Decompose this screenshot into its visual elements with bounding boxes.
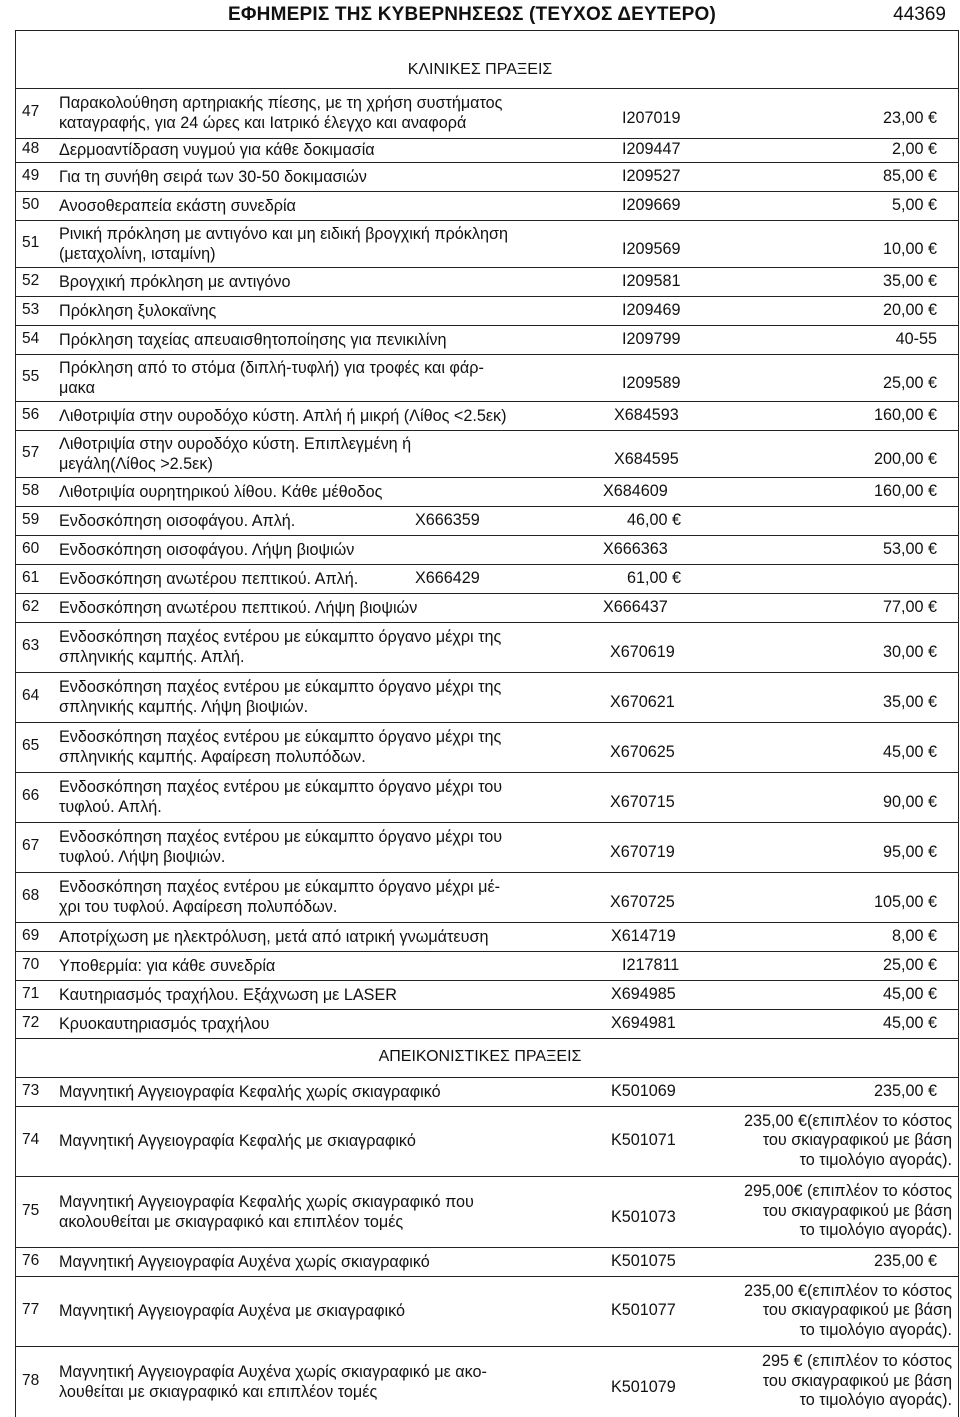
description-line: Λιθοτριψία ουρητηρικού λίθου. Κάθε μέθοδος [59, 482, 383, 501]
description-line: Πρόκληση ταχείας απευαισθητοποίησης για πενικιλίνη [59, 330, 447, 349]
table-row [15, 138, 959, 162]
description-line: Ανοσοθεραπεία εκάστη συνεδρία [59, 196, 296, 215]
row-number: 59 [22, 510, 40, 528]
procedure-price [883, 985, 937, 1005]
procedure-description [59, 1301, 405, 1321]
procedure-code: Κ501069 [611, 1081, 676, 1100]
procedure-description [59, 677, 501, 717]
row-number: 78 [22, 1371, 40, 1389]
procedure-description [59, 627, 501, 667]
price-line: 90,00 € [882, 793, 937, 811]
description-line: τυφλού. Απλή. [59, 798, 162, 816]
row-divider [15, 325, 959, 326]
row-number: 56 [22, 405, 40, 423]
procedure-description [59, 140, 375, 160]
row-number: 64 [22, 687, 40, 704]
row-divider [15, 622, 959, 623]
procedure-code: Χ684595 [614, 449, 679, 468]
row-number: 63 [22, 637, 40, 654]
procedure-price [762, 1352, 952, 1411]
price-line: 77,00 € [882, 597, 937, 616]
procedure-code: Χ670619 [610, 643, 675, 661]
procedure-code: Χ670725 [610, 893, 675, 911]
procedure-code: Χ670621 [610, 693, 675, 711]
procedure-code: Κ501077 [611, 1301, 676, 1319]
procedure-description [59, 777, 502, 817]
description-line: καταγραφής, για 24 ώρες και Ιατρικό έλεγχο και αναφορά [59, 114, 467, 132]
row-number: 72 [22, 1013, 40, 1031]
procedure-code: Κ501079 [611, 1377, 676, 1396]
procedure-price [874, 893, 937, 913]
row-divider [15, 506, 959, 507]
table-row [15, 772, 959, 822]
price-line: 235,00 €(επιπλέον το κόστος [744, 1281, 952, 1300]
table-row [15, 1106, 959, 1176]
price-line: 25,00 € [882, 955, 937, 974]
row-divider [15, 1247, 959, 1248]
description-line: Ενδοσκόπηση παχέος εντέρου με εύκαμπτο όργανο μέχρι της [59, 728, 502, 746]
row-divider [15, 401, 959, 402]
description-line: μακα [59, 378, 95, 397]
row-divider [15, 951, 959, 952]
procedure-code: Ι209569 [622, 239, 681, 258]
procedure-code: Χ666363 [603, 539, 668, 558]
table-row [15, 296, 959, 325]
description-line: (μεταχολίνη, ισταμίνη) [59, 244, 216, 263]
description-line: Λιθοτριψία στην ουροδόχο κύστη. Απλή ή μικρή (Λίθος <2.5εκ) [59, 406, 507, 425]
procedure-price [883, 693, 937, 713]
procedure-description [59, 727, 501, 767]
procedure-price [883, 240, 937, 260]
procedure-code: Χ666429 [415, 568, 480, 587]
procedure-code: Χ684609 [603, 481, 668, 500]
row-divider [15, 138, 959, 139]
price-line: του σκιαγραφικού με βάση [762, 1301, 952, 1320]
price-line: 85,00 € [882, 166, 937, 185]
price-line: το τιμολόγιο αγοράς). [799, 1391, 952, 1410]
procedure-code: Ι217811 [622, 955, 680, 974]
row-number: 52 [22, 271, 40, 289]
description-line: Αποτρίχωση με ηλεκτρόλυση, μετά από ιατρική γνωμάτευση [59, 927, 489, 946]
row-number: 61 [22, 568, 40, 586]
description-line: Δερμοαντίδραση νυγμού για κάθε δοκιμασία [59, 141, 375, 159]
price-line: 25,00 € [882, 373, 937, 392]
procedure-price [883, 643, 937, 663]
price-line: 35,00 € [882, 271, 937, 290]
description-line: Κρυοκαυτηριασμός τραχήλου [59, 1014, 270, 1033]
description-line: Ρινική πρόκληση με αντιγόνο και μη ειδική βρογχική πρόκληση [59, 224, 508, 243]
column-divider [15, 30, 16, 1417]
description-line: Μαγνητική Αγγειογραφία Κεφαλής με σκιαγραφικό [59, 1132, 416, 1150]
row-number: 71 [22, 984, 40, 1002]
row-number: 49 [22, 166, 40, 184]
procedure-price [883, 843, 937, 863]
price-line: 160,00 € [873, 405, 937, 424]
procedure-code: Ι209799 [622, 329, 681, 348]
table-row [15, 1346, 959, 1417]
procedure-code: Ι209447 [622, 140, 681, 158]
row-number: 77 [22, 1301, 40, 1318]
row-number: 50 [22, 195, 40, 213]
price-line: 105,00 € [873, 893, 937, 911]
table-row [15, 672, 959, 722]
procedure-price [744, 1282, 952, 1341]
table-row [15, 622, 959, 672]
procedure-price [892, 140, 937, 160]
row-divider [15, 822, 959, 823]
procedure-description [59, 1014, 269, 1034]
price-line: 235,00 € [873, 1081, 937, 1100]
procedure-description [59, 272, 291, 292]
procedure-price [892, 196, 937, 216]
table-row [15, 822, 959, 872]
row-number: 66 [22, 787, 40, 804]
price-line: 46,00 € [627, 510, 682, 529]
description-line: μεγάλη(Λίθος >2.5εκ) [59, 454, 213, 473]
description-line: Καυτηριασμός τραχήλου. Εξάχνωση με LASER [59, 985, 397, 1004]
procedure-price [744, 1182, 952, 1241]
description-line: Πρόκληση από το στόμα (διπλή-τυφλή) για τροφές και φάρ- [59, 358, 484, 377]
row-number: 70 [22, 955, 40, 973]
table-row [15, 220, 959, 267]
procedure-price [892, 927, 937, 947]
description-line: χρι του τυφλού. Αφαίρεση πολυπόδων. [59, 898, 338, 916]
procedure-price [744, 1112, 952, 1171]
row-divider [15, 88, 959, 89]
procedure-description [59, 301, 216, 321]
procedure-code: Ι209527 [622, 166, 681, 185]
row-divider [15, 1077, 959, 1078]
table-row [15, 267, 959, 296]
procedure-code: Χ670715 [610, 793, 675, 811]
row-divider [15, 1009, 959, 1010]
description-line: Ενδοσκόπηση παχέος εντέρου με εύκαμπτο όργανο μέχρι του [59, 828, 503, 846]
price-line: 2,00 € [891, 140, 937, 158]
description-line: σπληνικής καμπής. Απλή. [59, 648, 245, 666]
description-line: Ενδοσκόπηση παχέος εντέρου με εύκαμπτο όργανο μέχρι της [59, 628, 502, 646]
price-line: 35,00 € [882, 693, 937, 711]
price-line: 295 € (επιπλέον το κόστος [762, 1352, 952, 1371]
row-number: 54 [22, 329, 40, 347]
procedure-code: Ι209669 [622, 195, 681, 214]
column-divider [958, 30, 959, 1417]
price-line: 45,00 € [882, 743, 937, 761]
price-line: 200,00 € [873, 449, 937, 468]
description-line: Υποθερμία: για κάθε συνεδρία [59, 956, 276, 975]
row-divider [15, 564, 959, 565]
price-line: 95,00 € [882, 843, 937, 861]
procedure-code: Χ684593 [614, 405, 679, 424]
row-divider [15, 872, 959, 873]
row-divider [15, 162, 959, 163]
section-title: ΑΠΕΙΚΟΝΙΣΤΙΚΕΣ ΠΡΑΞΕΙΣ [378, 1048, 582, 1065]
table-row [15, 325, 959, 354]
price-line: 5,00 € [891, 195, 937, 214]
procedure-code: Κ501073 [611, 1207, 676, 1226]
procedure-code: Χ694985 [611, 984, 676, 1003]
row-divider [15, 430, 959, 431]
procedure-description [59, 927, 489, 947]
page-title: ΕΦΗΜΕΡΙΣ ΤΗΣ ΚΥΒΕΡΝΗΣΕΩΣ (ΤΕΥΧΟΣ ΔΕΥΤΕΡΟ) [228, 4, 716, 25]
procedure-price [883, 956, 937, 976]
procedure-price [883, 743, 937, 763]
table-row [15, 1247, 959, 1276]
description-line: Βρογχική πρόκληση με αντιγόνο [59, 272, 291, 291]
table-row [15, 506, 959, 535]
description-line: Για τη συνήθη σειρά των 30-50 δοκιμασιών [59, 167, 367, 186]
procedure-description [59, 540, 354, 560]
table-row [15, 593, 959, 622]
table-row [15, 535, 959, 564]
table-row [15, 401, 959, 430]
row-number: 76 [22, 1251, 40, 1269]
procedure-code: Ι209589 [622, 373, 681, 392]
price-line: του σκιαγραφικού με βάση [762, 1131, 952, 1150]
description-line: Μαγνητική Αγγειογραφία Κεφαλής χωρίς σκιαγραφικό που [59, 1192, 474, 1211]
row-number: 75 [22, 1201, 40, 1219]
procedure-description [59, 1131, 416, 1151]
procedure-code: Χ666359 [415, 510, 480, 529]
procedure-price [627, 511, 681, 531]
description-line: Ενδοσκόπηση ανωτέρου πεπτικού. Απλή. [59, 569, 359, 588]
procedure-code: Ι209469 [622, 300, 681, 319]
procedure-description [59, 482, 382, 502]
description-line: ακολουθείται με σκιαγραφικό και επιπλέον τομές [59, 1212, 404, 1231]
row-divider [15, 191, 959, 192]
price-line: 45,00 € [882, 984, 937, 1003]
table-row [15, 1077, 959, 1106]
table-row [15, 430, 959, 477]
row-divider [15, 535, 959, 536]
description-line: Ενδοσκόπηση παχέος εντέρου με εύκαμπτο όργανο μέχρι μέ- [59, 878, 501, 896]
procedure-description [59, 224, 508, 264]
procedure-code: Χ670625 [610, 743, 675, 761]
procedure-price [883, 793, 937, 813]
procedure-description [59, 569, 358, 589]
price-line: του σκιαγραφικού με βάση [762, 1371, 952, 1390]
procedure-price [883, 167, 937, 187]
description-line: Πρόκληση ξυλοκαϊνης [59, 301, 217, 320]
procedure-price [883, 540, 937, 560]
procedure-description [59, 406, 507, 426]
procedure-price [874, 1252, 937, 1272]
procedure-price [883, 1014, 937, 1034]
price-line: 20,00 € [882, 300, 937, 319]
row-divider [15, 593, 959, 594]
procedure-description [59, 1082, 441, 1102]
procedure-code: Χ666437 [603, 597, 668, 616]
table-row [15, 88, 959, 138]
procedure-description [59, 1252, 430, 1272]
row-divider [15, 1346, 959, 1347]
procedure-description [59, 1362, 487, 1402]
section-title: ΚΛΙΝΙΚΕΣ ΠΡΑΞΕΙΣ [407, 61, 553, 78]
row-divider [15, 1176, 959, 1177]
row-divider [15, 477, 959, 478]
description-line: λουθείται με σκιαγραφικό και επιπλέον τομές [59, 1382, 378, 1401]
description-line: Μαγνητική Αγγειογραφία Αυχένα χωρίς σκιαγραφικό με ακο- [59, 1362, 487, 1381]
procedure-price [874, 406, 937, 426]
price-line: 23,00 € [882, 109, 937, 127]
row-number: 48 [22, 140, 40, 157]
row-number: 67 [22, 837, 40, 854]
row-divider [15, 1276, 959, 1277]
description-line: Μαγνητική Αγγειογραφία Αυχένα με σκιαγραφικό [59, 1302, 405, 1320]
description-line: Ενδοσκόπηση παχέος εντέρου με εύκαμπτο όργανο μέχρι του [59, 778, 503, 796]
procedure-description [59, 330, 447, 350]
procedure-description [59, 598, 417, 618]
row-number: 53 [22, 300, 40, 318]
procedure-description [59, 877, 500, 917]
procedure-code: Χ694981 [611, 1013, 676, 1032]
row-number: 60 [22, 539, 40, 557]
row-divider [15, 922, 959, 923]
table-row [15, 191, 959, 220]
procedure-price [874, 1082, 937, 1102]
procedure-description [59, 827, 502, 867]
price-line: το τιμολόγιο αγοράς). [799, 1320, 952, 1339]
table-row [15, 722, 959, 772]
row-number: 65 [22, 737, 40, 754]
price-line: 40-55 [895, 329, 937, 348]
table-row [15, 951, 959, 980]
description-line: Λιθοτριψία στην ουροδόχο κύστη. Επιπλεγμένη ή [59, 434, 412, 453]
procedure-code: Ι209581 [622, 271, 681, 290]
table-row [15, 922, 959, 951]
description-line: Ενδοσκόπηση οισοφάγου. Λήψη βιοψιών [59, 540, 355, 559]
procedure-price [627, 569, 681, 589]
row-divider [15, 267, 959, 268]
procedure-price [883, 301, 937, 321]
description-line: σπληνικής καμπής. Λήψη βιοψιών. [59, 698, 309, 716]
table-row [15, 872, 959, 922]
procedure-price [874, 482, 937, 502]
table-row [15, 477, 959, 506]
row-divider [15, 30, 959, 31]
row-divider [15, 354, 959, 355]
table-row [15, 1276, 959, 1346]
row-number: 74 [22, 1131, 40, 1148]
row-number: 68 [22, 887, 40, 904]
description-line: Μαγνητική Αγγειογραφία Αυχένα χωρίς σκιαγραφικό [59, 1252, 430, 1271]
price-line: 235,00 € [873, 1251, 937, 1270]
description-line: Μαγνητική Αγγειογραφία Κεφαλής χωρίς σκιαγραφικό [59, 1082, 441, 1101]
procedure-description [59, 358, 484, 398]
row-number: 51 [22, 233, 40, 251]
price-line: 8,00 € [891, 926, 937, 945]
price-line: 235,00 €(επιπλέον το κόστος [744, 1111, 952, 1130]
procedure-price [883, 374, 937, 394]
price-line: 160,00 € [873, 481, 937, 500]
description-line: Ενδοσκόπηση ανωτέρου πεπτικού. Λήψη βιοψιών [59, 598, 418, 617]
procedure-code: Χ670719 [610, 843, 675, 861]
row-divider [15, 1106, 959, 1107]
page-number: 44369 [893, 4, 946, 25]
table-row [15, 1009, 959, 1038]
procedure-price [874, 450, 937, 470]
table-row [15, 564, 959, 593]
row-divider [15, 220, 959, 221]
description-line: σπληνικής καμπής. Αφαίρεση πολυπόδων. [59, 748, 366, 766]
row-number: 62 [22, 597, 40, 615]
procedure-description [59, 985, 397, 1005]
price-line: του σκιαγραφικού με βάση [762, 1201, 952, 1220]
procedure-description [59, 511, 295, 531]
row-number: 47 [22, 103, 40, 120]
row-number: 73 [22, 1081, 40, 1099]
description-line: τυφλού. Λήψη βιοψιών. [59, 848, 226, 866]
procedure-code: Κ501071 [611, 1131, 676, 1149]
procedure-price [883, 272, 937, 292]
row-divider [15, 672, 959, 673]
procedure-price [883, 598, 937, 618]
procedure-description [59, 1192, 474, 1232]
price-line: το τιμολόγιο αγοράς). [799, 1150, 952, 1169]
procedure-price [896, 330, 937, 350]
procedure-price [883, 109, 937, 129]
row-divider [15, 1038, 959, 1039]
price-line: 295,00€ (επιπλέον το κόστος [744, 1182, 952, 1201]
procedure-description [59, 93, 503, 133]
table-row [15, 354, 959, 401]
procedure-description [59, 956, 275, 976]
price-line: 45,00 € [882, 1013, 937, 1032]
row-divider [15, 772, 959, 773]
procedure-description [59, 434, 411, 474]
row-number: 55 [22, 367, 40, 385]
description-line: Ενδοσκόπηση οισοφάγου. Απλή. [59, 511, 296, 530]
procedure-description [59, 167, 367, 187]
row-divider [15, 722, 959, 723]
row-divider [15, 296, 959, 297]
price-line: 61,00 € [627, 568, 682, 587]
table-row [15, 1176, 959, 1247]
row-number: 57 [22, 443, 40, 461]
row-number: 58 [22, 481, 40, 499]
row-divider [15, 980, 959, 981]
procedure-description [59, 196, 296, 216]
description-line: Παρακολούθηση αρτηριακής πίεσης, με τη χρήση συστήματος [59, 94, 503, 112]
procedure-code: Κ501075 [611, 1251, 676, 1270]
procedure-code: Ι207019 [622, 109, 681, 127]
price-line: το τιμολόγιο αγοράς). [799, 1221, 952, 1240]
price-line: 10,00 € [882, 239, 937, 258]
price-line: 30,00 € [882, 643, 937, 661]
row-number: 69 [22, 926, 40, 944]
table-row [15, 980, 959, 1009]
table-row [15, 162, 959, 191]
description-line: Ενδοσκόπηση παχέος εντέρου με εύκαμπτο όργανο μέχρι της [59, 678, 502, 696]
procedure-code: Χ614719 [611, 926, 676, 945]
price-line: 53,00 € [882, 539, 937, 558]
